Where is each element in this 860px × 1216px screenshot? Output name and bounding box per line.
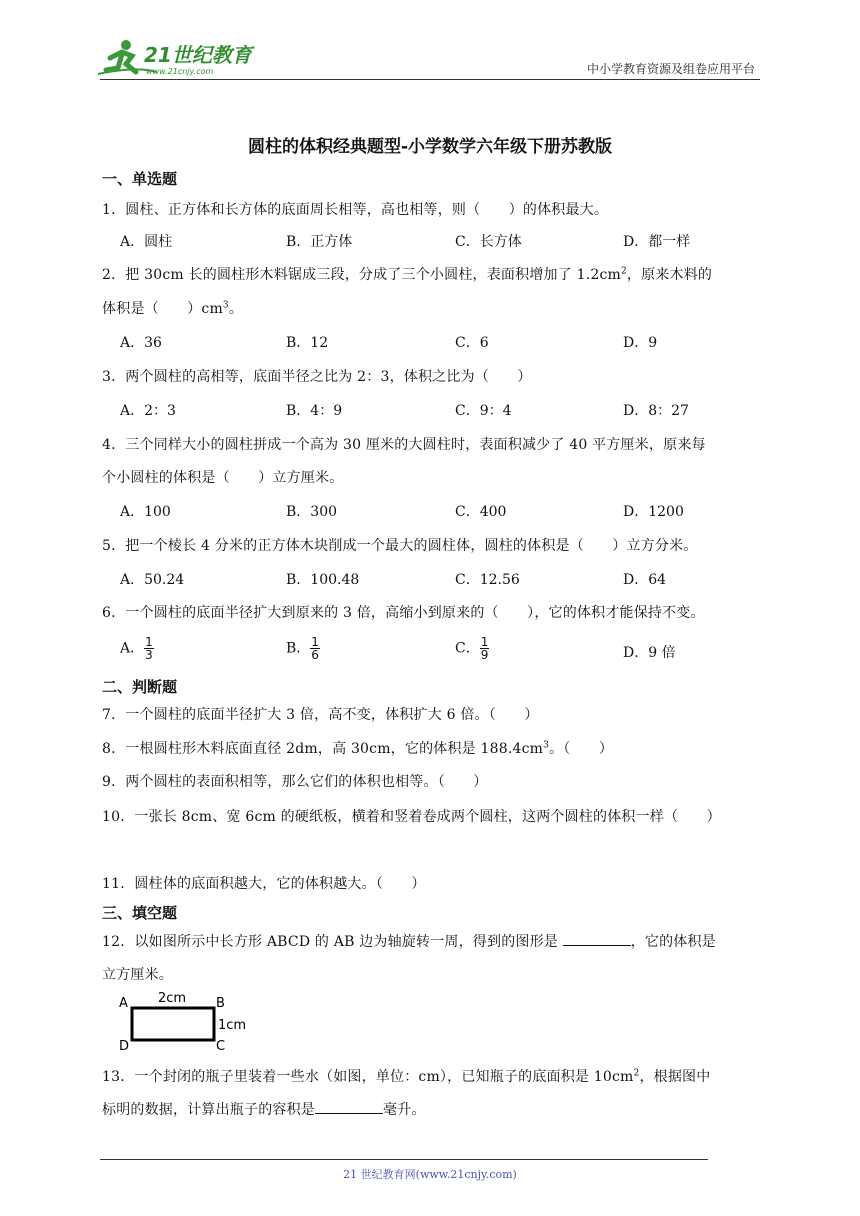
frac-num: 1 — [311, 635, 319, 649]
q3-option-a[interactable]: A．2：3 — [120, 403, 176, 419]
q1-option-d[interactable]: D．都一样 — [623, 234, 691, 250]
q2-text-2: 体积是（ ）cm — [102, 301, 223, 317]
label-b: B — [216, 996, 225, 1011]
q5-option-c[interactable]: C．12.56 — [455, 572, 520, 588]
question-9: 9．两个圆柱的表面积相等，那么它们的体积也相等。（ ） — [102, 774, 488, 790]
answer-blank[interactable] — [315, 1099, 383, 1114]
logo-text: 21世纪教育 — [144, 43, 252, 67]
label-top-length: 2cm — [158, 991, 187, 1006]
question-5: 5．把一个棱长 4 分米的正方体木块削成一个最大的圆柱体，圆柱的体积是（ ）立方分米。 — [102, 538, 698, 554]
logo — [96, 36, 256, 80]
fraction-one-sixth — [310, 636, 320, 661]
logo-url: www.21cnjy.com — [146, 67, 214, 76]
question-13-line-1 — [102, 1066, 710, 1086]
runner-logo-icon — [96, 36, 256, 80]
label-c: C — [216, 1039, 226, 1050]
question-8 — [102, 738, 613, 758]
q6-option-c[interactable] — [455, 636, 489, 661]
frac-num: 1 — [145, 635, 153, 649]
question-11: 11．圆柱体的底面积越大，它的体积越大。（ ） — [102, 876, 426, 892]
q8-sup: 3 — [543, 740, 550, 751]
section-single-choice: 一、单选题 — [102, 170, 178, 188]
q2-tail: ，原来木料的 — [626, 267, 713, 283]
q1-option-b[interactable]: B．正方体 — [286, 234, 353, 250]
label-a: A — [119, 996, 128, 1011]
header-divider — [100, 79, 760, 80]
q3-option-b[interactable]: B．4：9 — [286, 403, 343, 419]
fraction-one-ninth — [480, 636, 490, 661]
question-4-line-1: 4．三个同样大小的圆柱拼成一个高为 30 厘米的大圆柱时，表面积减少了 40 平方厘米，原来每 — [102, 437, 706, 453]
question-2-line-2 — [102, 298, 243, 318]
frac-den: 9 — [480, 648, 489, 662]
question-3: 3．两个圆柱的高相等，底面半径之比为 2：3，体积之比为（ ） — [102, 369, 532, 385]
question-6: 6．一个圆柱的底面半径扩大到原来的 3 倍，高缩小到原来的（ ），它的体积才能保持不变。 — [102, 605, 705, 621]
question-13-line-2 — [102, 1099, 426, 1119]
fraction-one-third — [144, 636, 154, 661]
frac-den: 3 — [145, 648, 153, 662]
label-side-length: 1cm — [218, 1018, 247, 1033]
q6-option-d[interactable]: D．9 倍 — [623, 645, 676, 661]
section-fill-blank: 三、填空题 — [102, 904, 178, 922]
q2-option-a[interactable]: A．36 — [120, 335, 162, 351]
footer-link[interactable]: 21 世纪教育网(www.21cnjy.com) — [343, 1168, 517, 1181]
q13-tail-2: 毫升。 — [383, 1102, 426, 1118]
q1-option-a[interactable]: A．圆柱 — [120, 234, 173, 250]
q13-text: 13．一个封闭的瓶子里装着一些水（如图，单位：cm），已知瓶子的底面积是 10cm — [102, 1069, 634, 1085]
question-4-line-2: 个小圆柱的体积是（ ）立方厘米。 — [102, 470, 344, 486]
q6-b-label: B． — [286, 640, 311, 657]
q4-option-b[interactable]: B．300 — [286, 504, 338, 520]
question-2-line-1 — [102, 264, 712, 284]
question-1: 1．圆柱、正方体和长方体的底面周长相等，高也相等，则（ ）的体积最大。 — [102, 202, 609, 218]
q13-sup: 2 — [633, 1068, 640, 1079]
q2-option-b[interactable]: B．12 — [286, 335, 329, 351]
platform-name: 中小学教育资源及组卷应用平台 — [586, 62, 755, 76]
q2-sup-2: 3 — [222, 300, 229, 311]
q2-text: 2．把 30cm 长的圆柱形木料锯成三段，分成了三个小圆柱，表面积增加了 1.2cm — [102, 267, 621, 283]
q3-option-c[interactable]: C．9：4 — [455, 403, 512, 419]
q6-option-b[interactable] — [286, 636, 320, 661]
q4-option-c[interactable]: C．400 — [455, 504, 507, 520]
rectangle-abcd-figure — [118, 990, 250, 1050]
q2-tail-2: 。 — [228, 301, 244, 317]
question-10: 10．一张长 8cm、宽 6cm 的硬纸板，横着和竖着卷成两个圆柱，这两个圆柱的体积一样（ ） — [102, 809, 721, 825]
q4-option-a[interactable]: A．100 — [120, 504, 171, 520]
frac-num: 1 — [480, 635, 489, 649]
q6-a-label: A． — [120, 640, 145, 657]
q8-text: 8．一根圆柱形木料底面直径 2dm，高 30cm，它的体积是 188.4cm — [102, 741, 544, 757]
question-7: 7．一个圆柱的底面半径扩大 3 倍，高不变，体积扩大 6 倍。（ ） — [102, 707, 539, 723]
q8-tail: 。（ ） — [549, 741, 614, 757]
frac-den: 6 — [311, 648, 319, 662]
q12-tail: ，它的体积是 — [630, 934, 716, 950]
q3-option-d[interactable]: D．8：27 — [623, 403, 689, 419]
q6-c-label: C． — [455, 640, 480, 657]
q2-option-c[interactable]: C．6 — [455, 335, 489, 351]
q13-tail: ，根据图中 — [639, 1069, 711, 1085]
q2-option-d[interactable]: D．9 — [623, 335, 658, 351]
section-true-false: 二、判断题 — [102, 678, 178, 696]
answer-blank[interactable] — [563, 931, 631, 946]
q12-text: 12．以如图所示中长方形 ABCD 的 AB 边为轴旋转一周，得到的图形是 — [102, 934, 563, 950]
q4-option-d[interactable]: D．1200 — [623, 504, 684, 520]
page-title: 圆柱的体积经典题型-小学数学六年级下册苏教版 — [247, 137, 613, 157]
q13-text-2: 标明的数据，计算出瓶子的容积是 — [102, 1102, 315, 1118]
footer-divider — [100, 1159, 708, 1160]
q6-option-a[interactable] — [120, 636, 154, 661]
q5-option-a[interactable]: A．50.24 — [120, 572, 185, 588]
q5-option-b[interactable]: B．100.48 — [286, 572, 360, 588]
q5-option-d[interactable]: D．64 — [623, 572, 667, 588]
question-12-line-2: 立方厘米。 — [102, 967, 173, 983]
label-d: D — [119, 1039, 130, 1050]
q2-sup: 2 — [620, 266, 627, 277]
question-12-line-1 — [102, 931, 716, 951]
q1-option-c[interactable]: C．长方体 — [455, 234, 522, 250]
